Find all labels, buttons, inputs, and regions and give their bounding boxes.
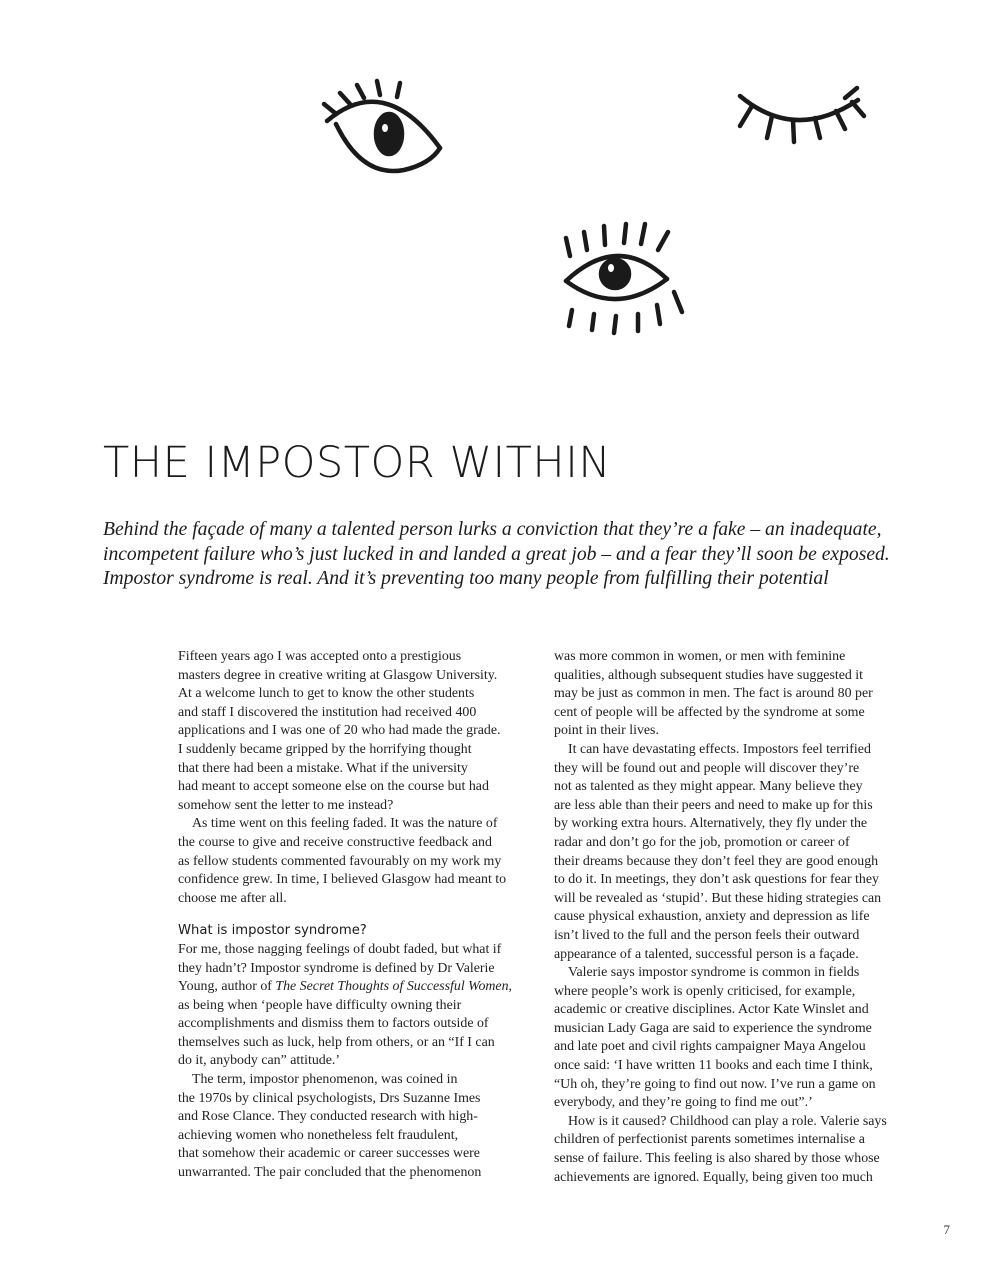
text-line: isn’t lived to the full and the person feels their outward: [554, 927, 860, 943]
text-line: [178, 978, 538, 997]
text-fragment: ,: [508, 979, 513, 995]
text-line: At a welcome lunch to get to know the other students: [178, 686, 475, 702]
text-line: achievements are ignored. Equally, being given too much: [554, 1169, 873, 1185]
section-subheading: What is impostor syndrome?: [178, 923, 367, 939]
standfirst-line: Impostor syndrome is real. And it’s preventing too many people from fulfilling their potential: [103, 568, 829, 589]
text-line: themselves such as luck, help from others, or an “If I can: [178, 1034, 495, 1050]
body-column-right: [554, 648, 914, 1187]
text-line: and Rose Clance. They conducted research with high-: [178, 1109, 478, 1125]
text-line: How is it caused? Childhood can play a role. Valerie says: [568, 1113, 887, 1129]
paragraph: [178, 1071, 538, 1183]
text-line: For me, those nagging feelings of doubt faded, but what if: [178, 941, 502, 957]
winking-eye-icon: [740, 88, 864, 142]
text-line: musician Lady Gaga are said to experience the syndrome: [554, 1020, 872, 1036]
text-line: Valerie says impostor syndrome is common in fields: [568, 965, 860, 981]
text-line: that somehow their academic or career successes were: [178, 1146, 480, 1162]
text-line: achieving women who nonetheless felt fraudulent,: [178, 1127, 459, 1143]
text-line: and staff I discovered the institution had received 400: [178, 704, 477, 720]
eye-illustrations: [0, 0, 988, 420]
body-column-left: [178, 648, 538, 1183]
text-line: do it, anybody can” attitude.’: [178, 1053, 341, 1069]
book-title: The Secret Thoughts of Successful Women: [275, 979, 509, 995]
article-standfirst: [103, 518, 923, 592]
text-line: not as talented as they might appear. Many believe they: [554, 779, 863, 795]
text-line: they will be found out and people will discover they’re: [554, 760, 860, 776]
paragraph: [178, 648, 538, 815]
text-line: I suddenly became gripped by the horrifying thought: [178, 741, 472, 757]
text-line: “Uh oh, they’re going to find out now. I’ve run a game on: [554, 1076, 876, 1092]
text-line: as being when ‘people have difficulty owning their: [178, 997, 462, 1013]
text-line: once said: ‘I have written 11 books and each time I think,: [554, 1058, 873, 1074]
text-line: everybody, and they’re going to find me out”.’: [554, 1095, 813, 1111]
text-line: point in their lives.: [554, 723, 659, 739]
text-line: accomplishments and dismiss them to factors outside of: [178, 1016, 489, 1032]
text-line: radar and don’t go for the job, promotion or career of: [554, 834, 850, 850]
text-line: appearance of a talented, successful person is a façade.: [554, 946, 859, 962]
text-line: It can have devastating effects. Impostors feel terrified: [568, 741, 871, 757]
text-line: to do it. In meetings, they don’t ask questions for fear they: [554, 872, 879, 888]
page-number: 7: [943, 1222, 950, 1237]
text-line: had meant to accept someone else on the course but had: [178, 779, 489, 795]
text-line: academic or creative disciplines. Actor Kate Winslet and: [554, 1002, 869, 1018]
text-line: that there had been a mistake. What if the university: [178, 760, 468, 776]
text-line: may be just as common in men. The fact is around 80 per: [554, 686, 873, 702]
text-line: The term, impostor phenomenon, was coined in: [192, 1072, 458, 1088]
text-line: somehow sent the letter to me instead?: [178, 797, 394, 813]
text-line: will be revealed as ‘stupid’. But these hiding strategies can: [554, 890, 882, 906]
text-line: children of perfectionist parents sometimes internalise a: [554, 1132, 865, 1148]
text-line: the 1970s by clinical psychologists, Drs Suzanne Imes: [178, 1090, 481, 1106]
text-line: As time went on this feeling faded. It was the nature of: [192, 816, 498, 832]
text-line: as fellow students commented favourably on my work my: [178, 853, 502, 869]
text-line: and late poet and civil rights campaigner Maya Angelou: [554, 1039, 866, 1055]
standfirst-line: Behind the façade of many a talented person lurks a conviction that they’re a fake – an inadequate,: [103, 519, 882, 540]
text-line: applications and I was one of 20 who had made the grade.: [178, 723, 501, 739]
text-line: the course to give and receive constructive feedback and: [178, 834, 492, 850]
text-line: cause physical exhaustion, anxiety and depression as life: [554, 909, 870, 925]
standfirst-line: incompetent failure who’s just lucked in and landed a great job – and a fear they’ll soon be exposed.: [103, 543, 890, 565]
paragraph: [178, 941, 538, 1071]
text-line: Fifteen years ago I was accepted onto a prestigious: [178, 649, 462, 664]
text-line: masters degree in creative writing at Glasgow University.: [178, 667, 498, 683]
text-line: by working extra hours. Alternatively, they fly under the: [554, 816, 868, 832]
article-title: THE IMPOSTOR WITHIN: [103, 438, 612, 488]
radiant-eye-icon: [566, 224, 682, 333]
paragraph: [178, 815, 538, 908]
text-line: was more common in women, or men with feminine: [554, 649, 846, 664]
open-eye-icon: [324, 81, 440, 171]
text-line: their dreams because they don’t feel they are good enough: [554, 853, 879, 869]
paragraph: [554, 1113, 914, 1187]
text-line: sense of failure. This feeling is also shared by those whose: [554, 1151, 880, 1167]
text-fragment: Young, author of: [178, 979, 276, 995]
text-line: where people’s work is openly criticised, for example,: [554, 983, 856, 999]
paragraph: [554, 741, 914, 964]
text-line: choose me after all.: [178, 890, 287, 906]
text-line: they hadn’t? Impostor syndrome is defined by Dr Valerie: [178, 960, 495, 976]
text-line: qualities, although subsequent studies have suggested it: [554, 667, 864, 683]
paragraph: [554, 648, 914, 741]
text-line: confidence grew. In time, I believed Glasgow had meant to: [178, 872, 507, 888]
text-line: are less able than their peers and need to make up for this: [554, 797, 873, 813]
text-line: cent of people will be affected by the syndrome at some: [554, 704, 865, 720]
text-line: unwarranted. The pair concluded that the phenomenon: [178, 1165, 482, 1181]
paragraph: [554, 964, 914, 1113]
